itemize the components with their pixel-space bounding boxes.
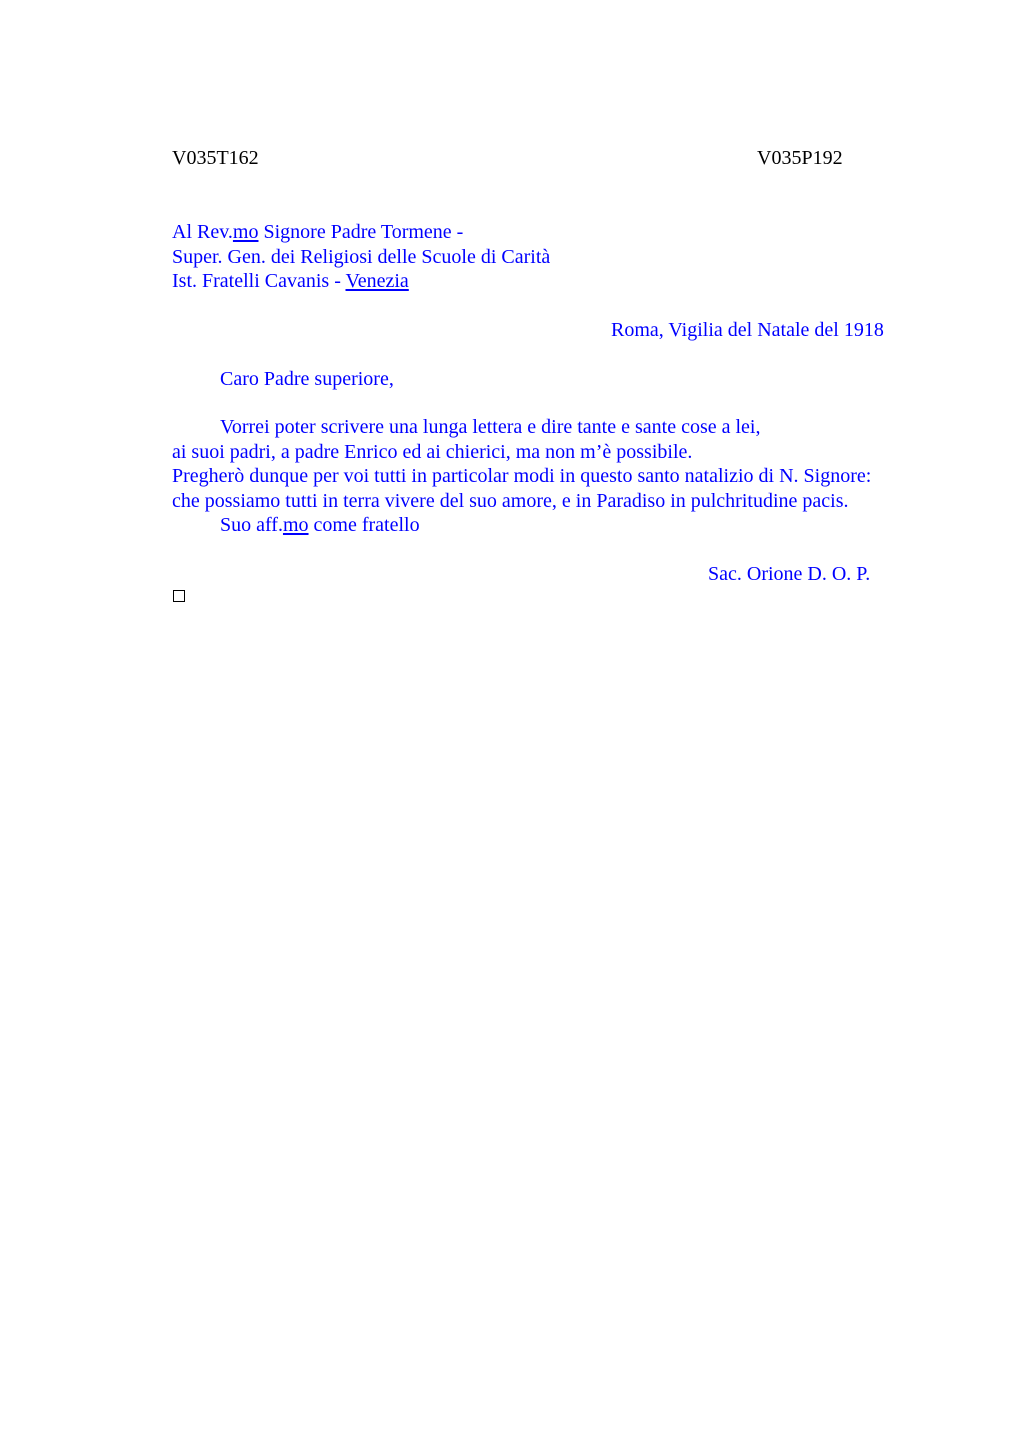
date-line: Roma, Vigilia del Natale del 1918 bbox=[611, 319, 884, 341]
address-line-1-prefix: Al Rev. bbox=[172, 221, 233, 243]
address-line-2: Super. Gen. dei Religiosi delle Scuole di Carità bbox=[172, 245, 551, 268]
address-line-1-suffix: Signore Padre Tormene - bbox=[258, 221, 464, 243]
signature: Sac. Orione D. O. P. bbox=[708, 563, 871, 585]
document-reference-right: V035P192 bbox=[757, 147, 843, 169]
body-line-3: Pregherò dunque per voi tutti in particolar modi in questo santo natalizio di N. Signore: bbox=[172, 465, 872, 487]
letter-body bbox=[172, 415, 871, 538]
end-of-document-box-icon bbox=[173, 590, 185, 602]
body-line-4: che possiamo tutti in terra vivere del suo amore, e in Paradiso in pulchritudine pacis. bbox=[172, 489, 849, 512]
salutation: Caro Padre superiore, bbox=[220, 368, 394, 390]
closing-prefix: Suo aff. bbox=[220, 514, 283, 536]
body-line-1: Vorrei poter scrivere una lunga lettera e dire tante e sante cose a lei, bbox=[220, 416, 761, 438]
closing-line bbox=[172, 513, 871, 538]
address-city: Venezia bbox=[345, 270, 409, 292]
closing-suffix: come fratello bbox=[308, 514, 420, 536]
address-line-1 bbox=[172, 220, 550, 245]
closing-underlined: mo bbox=[282, 514, 309, 536]
recipient-address bbox=[172, 220, 550, 294]
document-reference-left: V035T162 bbox=[172, 147, 259, 169]
address-line-1-underlined: mo bbox=[232, 221, 259, 243]
body-line-2: ai suoi padri, a padre Enrico ed ai chierici, ma non m’è possibile. bbox=[172, 440, 693, 463]
address-line-3-prefix: Ist. Fratelli Cavanis - bbox=[172, 270, 346, 292]
address-line-3 bbox=[172, 269, 550, 294]
